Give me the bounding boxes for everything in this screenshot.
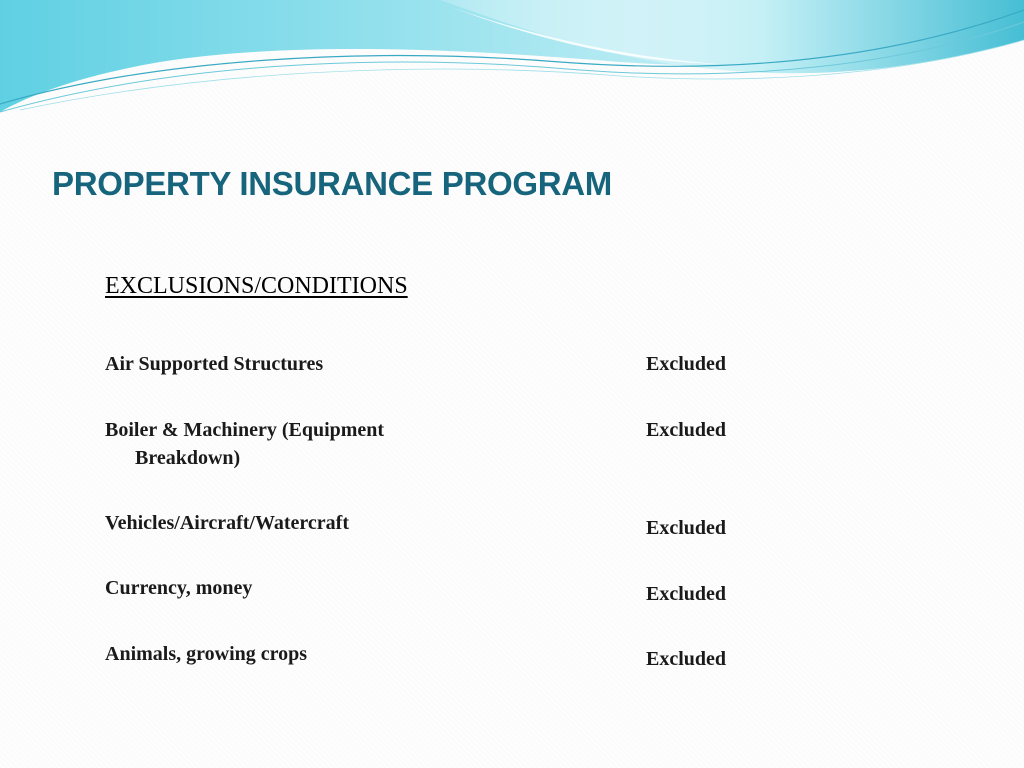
exclusion-item-multiline (105, 416, 505, 472)
header-wave-decoration (0, 0, 1024, 130)
exclusion-status: Excluded (646, 517, 727, 539)
exclusion-status: Excluded (646, 419, 727, 441)
exclusion-status: Excluded (646, 583, 727, 605)
exclusion-item: Vehicles/Aircraft/Watercraft (105, 512, 349, 534)
exclusion-status: Excluded (646, 353, 727, 375)
slide-title: PROPERTY INSURANCE PROGRAM (52, 165, 612, 202)
exclusion-item-line1: Boiler & Machinery (Equipment (105, 419, 385, 441)
exclusion-status: Excluded (646, 648, 727, 670)
section-heading: EXCLUSIONS/CONDITIONS (105, 273, 408, 299)
exclusion-item: Animals, growing crops (105, 643, 308, 665)
exclusion-item: Air Supported Structures (105, 353, 324, 375)
exclusion-item: Currency, money (105, 577, 253, 599)
exclusion-item-line2: Breakdown) (135, 447, 241, 469)
